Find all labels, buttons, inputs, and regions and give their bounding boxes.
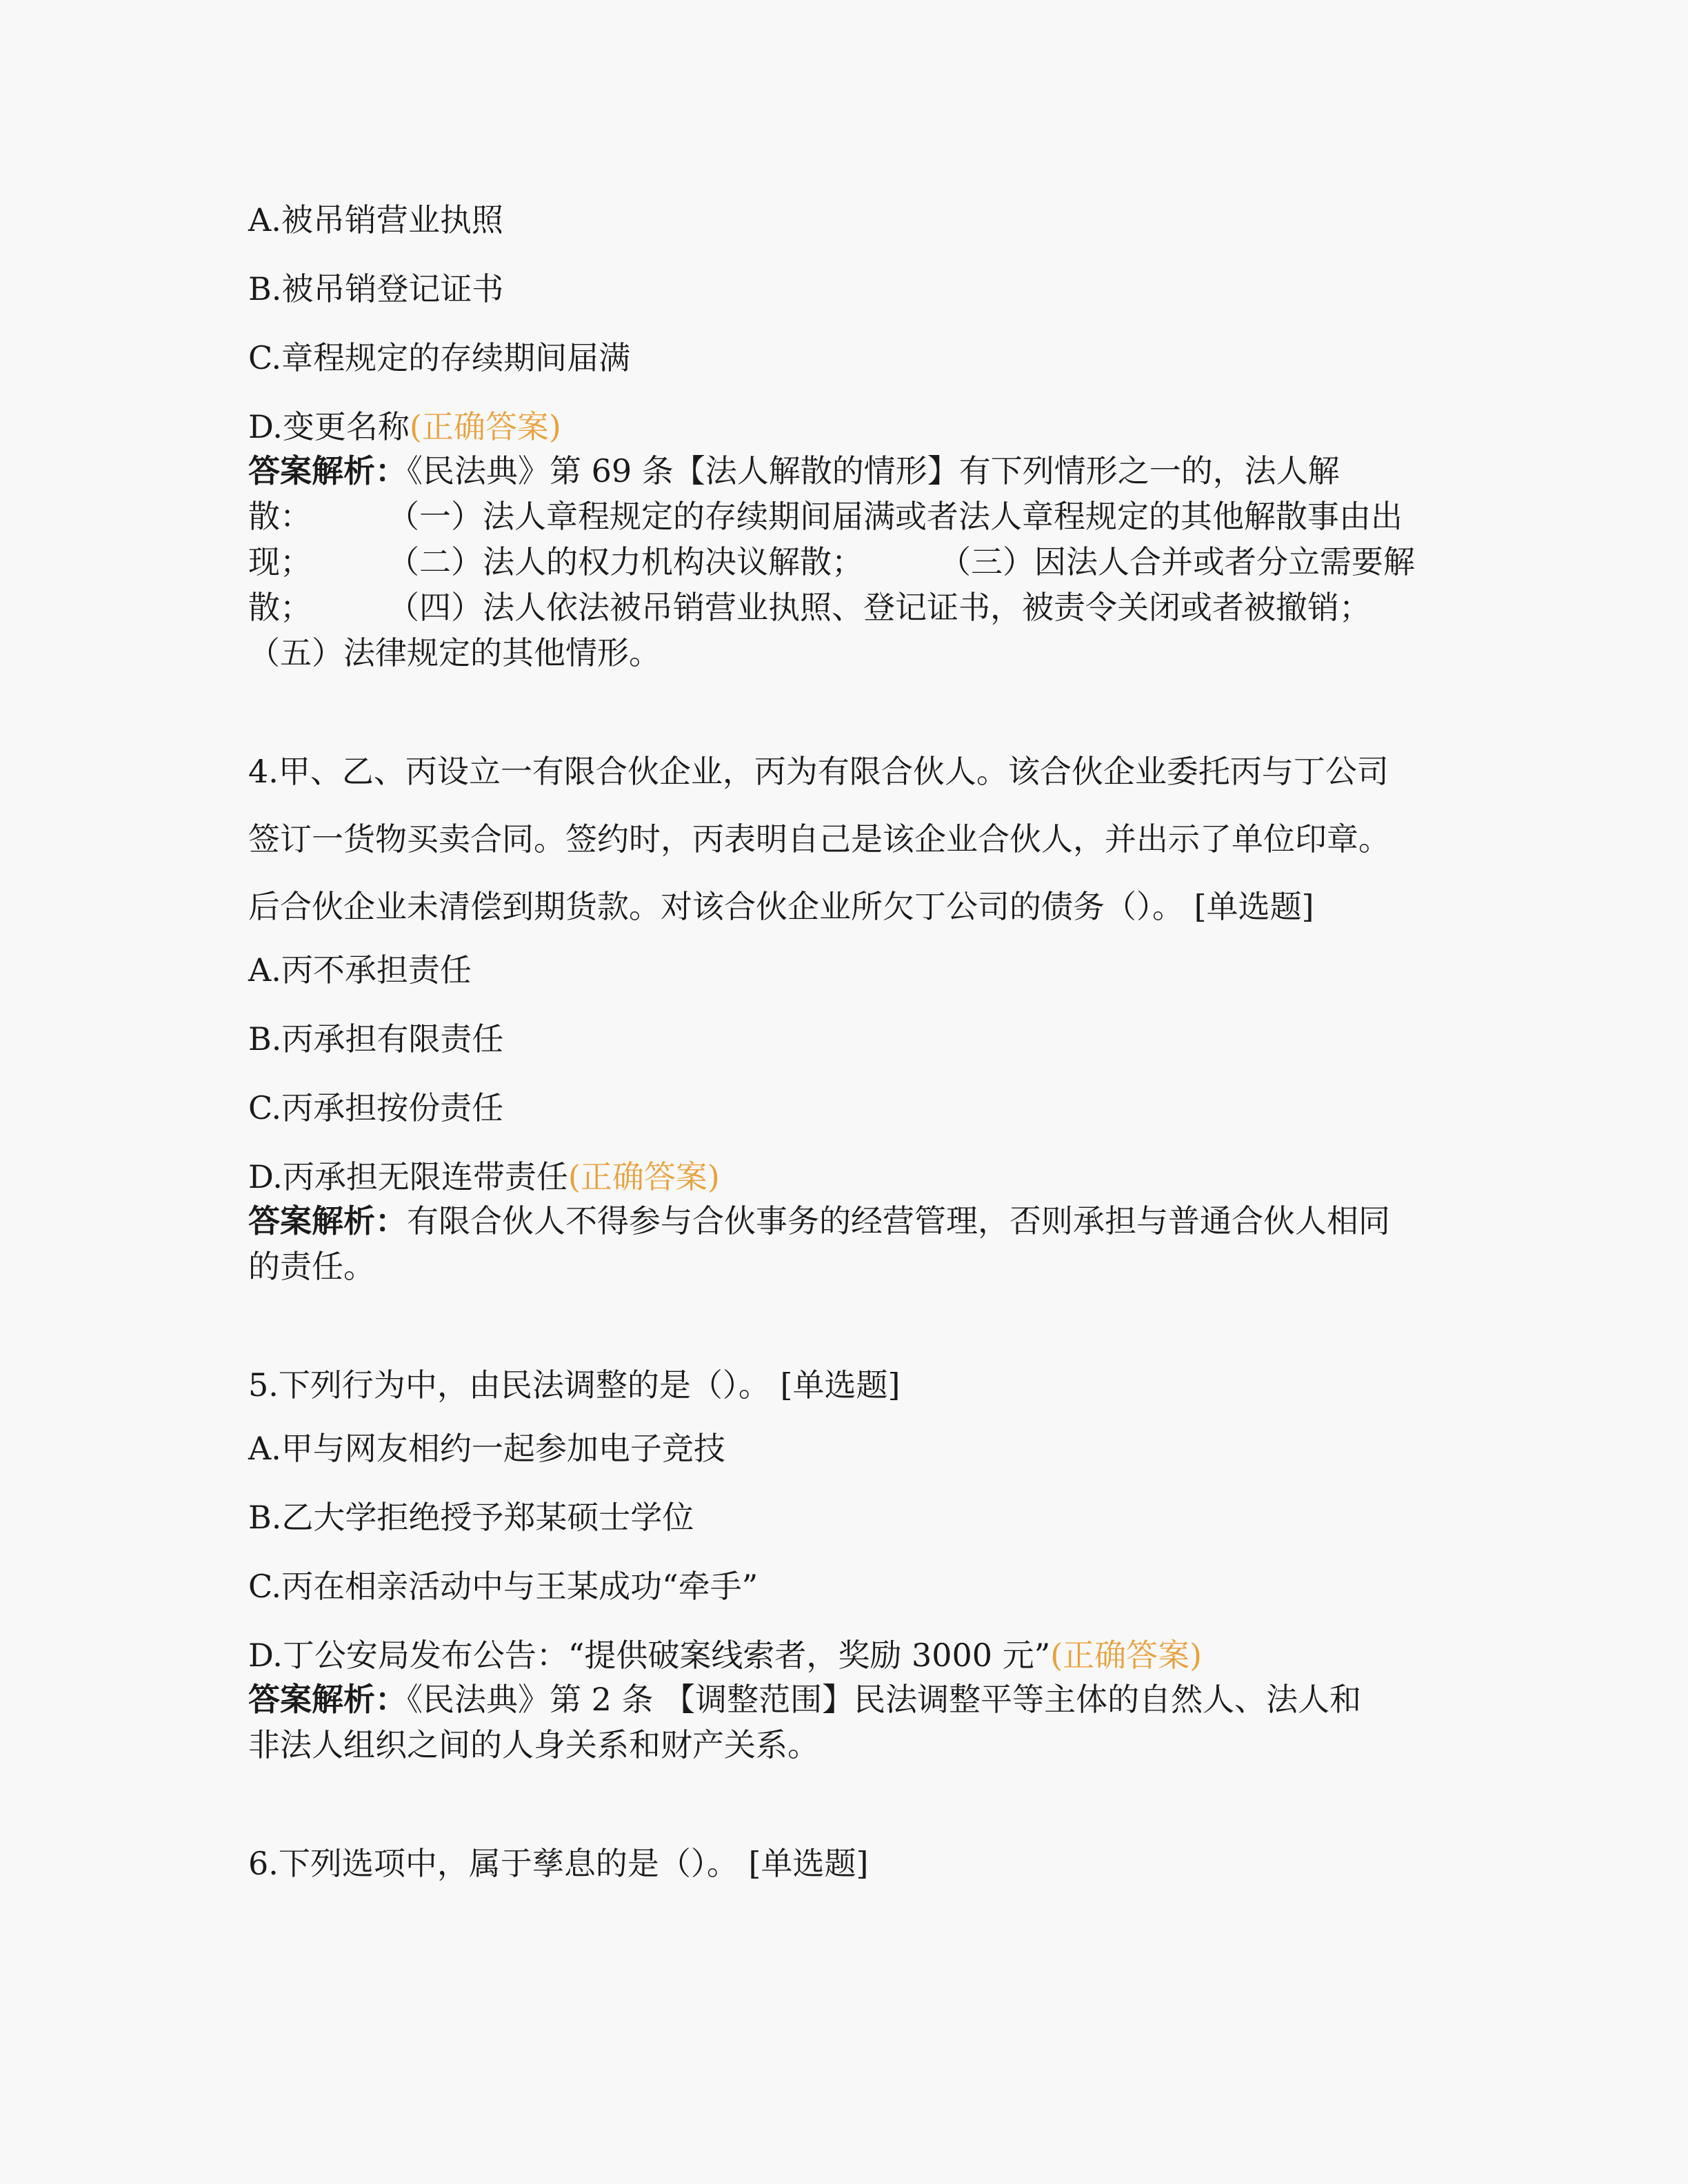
question-3-analysis [248,448,1448,676]
option-d[interactable] [248,1635,1448,1677]
option-d[interactable] [248,407,1448,448]
option-a[interactable]: A.甲与网友相约一起参加电子竞技 [248,1430,725,1467]
option-c[interactable]: C.章程规定的存续期间届满 [248,339,631,376]
option-b[interactable]: B.丙承担有限责任 [248,1020,504,1058]
option-b[interactable]: B.乙大学拒绝授予郑某硕士学位 [248,1499,694,1536]
analysis-label: 答案解析： [248,1681,407,1718]
question-text: 签订一货物买卖合同。签约时，丙表明自己是该企业合伙人，并出示了单位印章。 [248,820,1390,858]
option-c[interactable]: C.丙承担按份责任 [248,1089,504,1126]
analysis-text: 《民法典》第 69 条【法人解散的情形】有下列情形之一的，法人解 [407,452,1340,489]
analysis-text: 非法人组织之间的人身关系和财产关系。 [248,1726,819,1763]
option-b[interactable]: B.被吊销登记证书 [248,270,504,307]
option-d-text: D.变更名称 [248,408,410,445]
analysis-text: （四）法人依法被吊销营业执照、登记证书，被责令关闭或者被撤销； [388,589,1371,626]
option-a[interactable]: A.丙不承担责任 [248,951,472,989]
question-text: 6.下列选项中，属于孳息的是（）。 [单选题] [248,1845,869,1882]
analysis-text: 现； [248,543,312,580]
analysis-text: 有限合伙人不得参与合伙事务的经营管理，否则承担与普通合伙人相同 [407,1202,1390,1240]
question-text: 5.下列行为中，由民法调整的是（）。 [单选题] [248,1366,901,1404]
question-4-analysis [248,1198,1448,1289]
analysis-text: 散； [248,589,312,626]
analysis-text: 《民法典》第 2 条 【调整范围】民法调整平等主体的自然人、法人和 [407,1681,1362,1718]
option-d[interactable] [248,1157,1448,1198]
analysis-text: 的责任。 [248,1248,375,1285]
analysis-text: （一）法人章程规定的存续期间届满或者法人章程规定的其他解散事由出 [388,498,1403,535]
document-page [248,200,1448,1897]
analysis-text: （三）因法人合并或者分立需要解 [939,543,1415,580]
option-d-text: D.丁公安局发布公告：“提供破案线索者，奖励 3000 元” [248,1637,1051,1674]
correct-answer-tag: (正确答案) [567,1158,720,1195]
correct-answer-tag: (正确答案) [409,408,561,445]
option-c[interactable]: C.丙在相亲活动中与王某成功“牵手” [248,1568,758,1605]
option-a[interactable]: A.被吊销营业执照 [248,201,503,239]
analysis-label: 答案解析： [248,1202,407,1240]
question-5 [248,1351,1448,1768]
question-4 [248,738,1448,1289]
question-6 [248,1830,1448,1897]
question-5-analysis [248,1677,1448,1768]
correct-answer-tag: (正确答案) [1050,1637,1203,1674]
question-text: 后合伙企业未清偿到期货款。对该合伙企业所欠丁公司的债务（）。 [单选题] [248,888,1314,925]
analysis-text: （五）法律规定的其他情形。 [248,634,661,671]
option-d-text: D.丙承担无限连带责任 [248,1158,568,1195]
analysis-text: （二）法人的权力机构决议解散； [388,543,863,580]
analysis-label: 答案解析： [248,452,407,489]
question-text: 4.甲、乙、丙设立一有限合伙企业，丙为有限合伙人。该合伙企业委托丙与丁公司 [248,753,1389,790]
analysis-text: 散： [248,498,312,535]
question-3-options [248,200,1448,448]
